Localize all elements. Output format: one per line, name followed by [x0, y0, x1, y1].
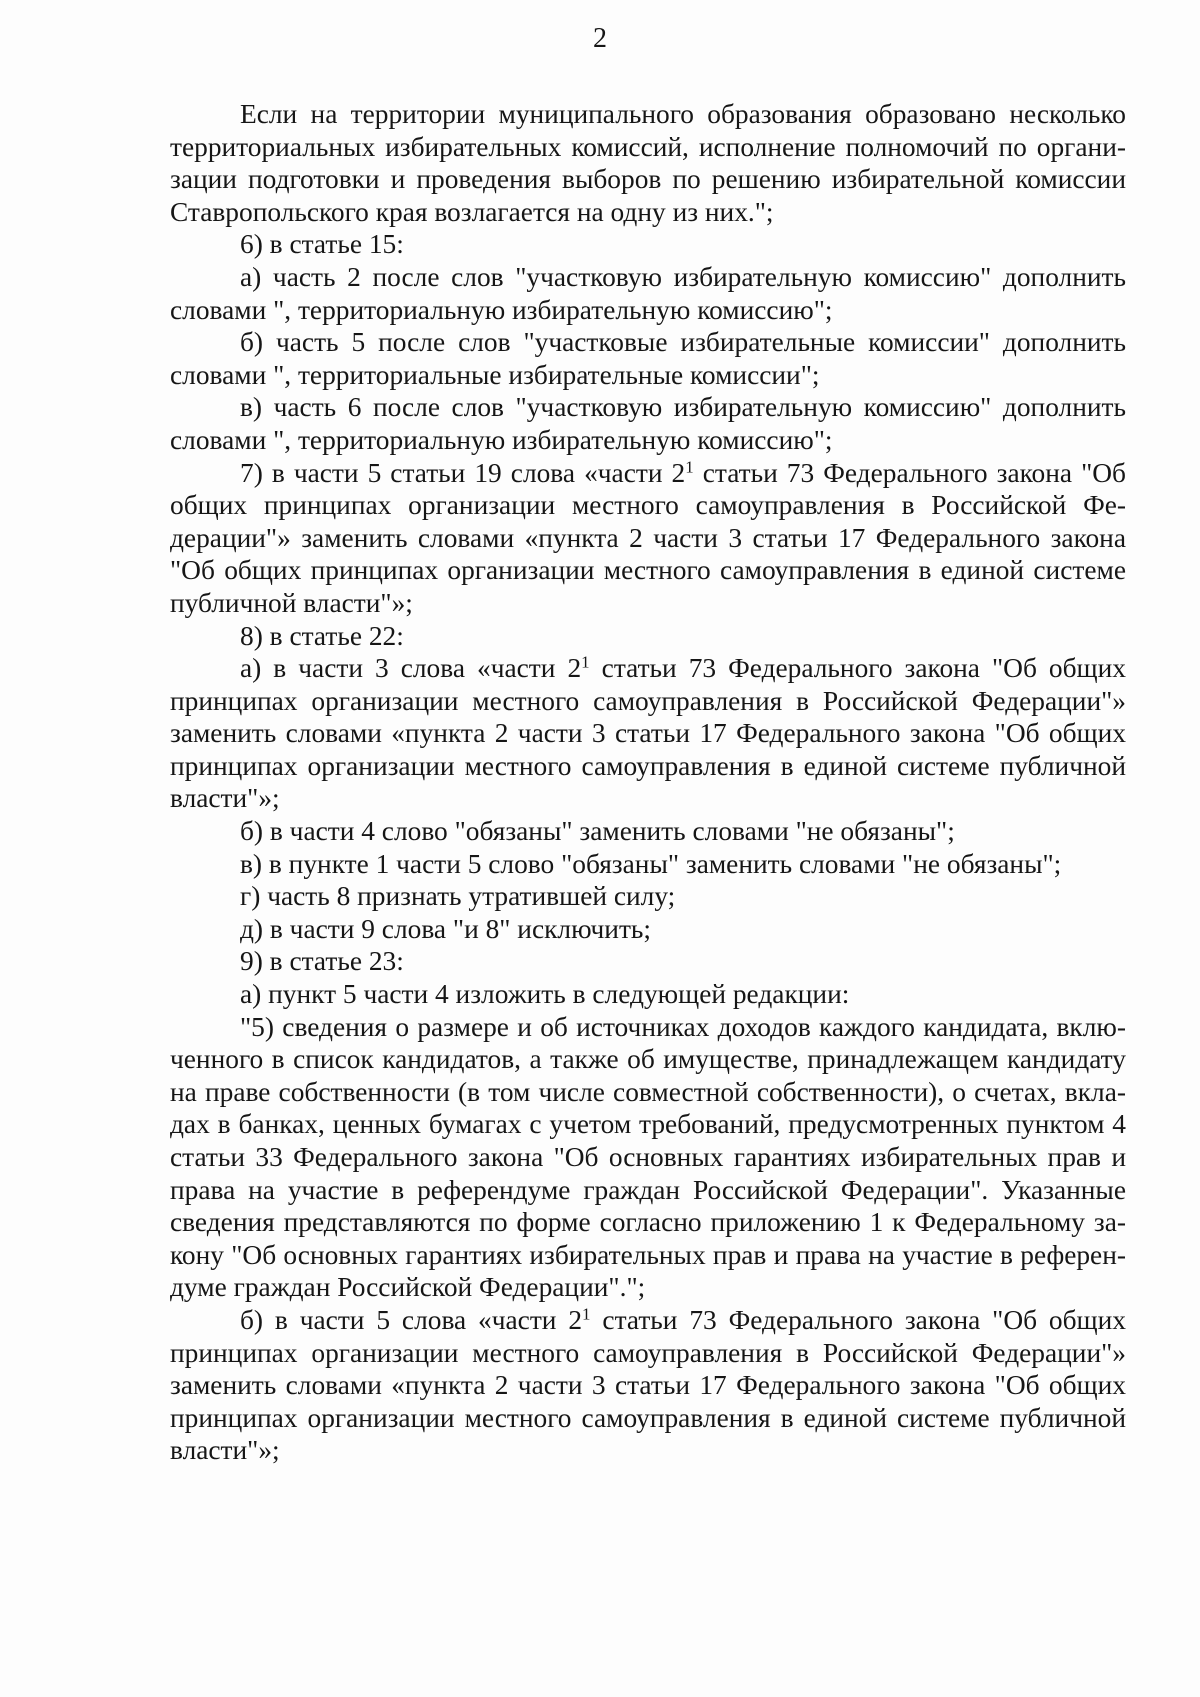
paragraph: Если на территории муниципального образования образовано несколько территориальных избирательных комиссий, исполнение полномочий по организации подготовки и проведения выборов по решению избирательной комиссии Ставропольского края возлагается на одну из них."; [170, 99, 1126, 227]
paragraph: 6) в статье 15: [240, 229, 404, 260]
paragraph: г) часть 8 признать утратившей силу; [240, 881, 676, 912]
paragraph-text-part: статьи 73 Федерального закона "Об общих принципах организации местного самоуправления в Российской Федерации"» заменить словами «пункта 2 части 3 статьи 17 Федерального закона "Об общих принципах организации местного самоуправления в единой системе публичной власти"»; [170, 457, 1126, 618]
document-body [170, 98, 1126, 1467]
superscript: 1 [581, 652, 590, 672]
superscript: 1 [582, 1304, 591, 1324]
paragraph [170, 457, 1126, 620]
paragraph: 8) в статье 22: [240, 620, 404, 651]
paragraph-text-part: статьи 73 Федерального закона "Об общих принципах организации местного самоуправления в Российской Федерации"» заменить словами «пункта 2 части 3 статьи 17 Федерального закона "Об общих принципах организации местного самоуправления в единой системе публичной власти"»; [170, 1304, 1126, 1466]
paragraph: в) в пункте 1 части 5 слово "обязаны" заменить словами "не обязаны"; [240, 848, 1062, 879]
paragraph: в) часть 6 после слов "участковую избирательную комиссию" дополнить словами ", территориальную избирательную комиссию"; [170, 392, 1126, 455]
paragraph: "5) сведения о размере и об источниках доходов каждого кандидата, включенного в список кандидатов, а также об имуществе, принадлежащем кандидату на праве собственности (в том числе совместной собственности), о счетах, вкладах в банках, ценных бумагах с учетом требований, предусмотренных пунктом 4 статьи 33 Федерального закона "Об основных гарантиях избирательных прав и права на участие в референдуме граждан Российской Федерации". Указанные сведения представляются по форме согласно приложению 1 к Федеральному закону "Об основных гарантиях избирательных прав и права на участие в референдуме граждан Российской Федерации"."; [170, 1011, 1126, 1303]
page-number: 2 [593, 23, 607, 54]
paragraph [170, 652, 1126, 815]
superscript: 1 [685, 457, 694, 477]
paragraph: б) часть 5 после слов "участковые избирательные комиссии" дополнить словами ", территориальные избирательные комиссии"; [170, 327, 1126, 390]
paragraph: д) в части 9 слова "и 8" исключить; [240, 913, 652, 944]
paragraph-text-part: статьи 73 Федерального закона "Об общих принципах организации местного самоуправления в Российской Федерации"» заменить словами «пункта 2 части 3 статьи 17 Федерального закона "Об общих принципах организации местного самоуправления в единой системе публичной власти"»; [170, 653, 1126, 814]
paragraph: а) часть 2 после слов "участковую избирательную комиссию" дополнить словами ", территориальную избирательную комиссию"; [170, 261, 1126, 325]
paragraph [170, 1304, 1126, 1467]
paragraph: б) в части 4 слово "обязаны" заменить словами "не обязаны"; [240, 816, 955, 847]
paragraph-text-part: б) в части 5 слова «части 2 [240, 1304, 583, 1335]
paragraph-text-part: 7) в части 5 статьи 19 слова «части 2 [240, 457, 686, 488]
paragraph: а) пункт 5 части 4 изложить в следующей редакции: [240, 979, 850, 1010]
paragraph-text-part: а) в части 3 слова «части 2 [240, 653, 582, 684]
paragraph: 9) в статье 23: [240, 946, 404, 977]
